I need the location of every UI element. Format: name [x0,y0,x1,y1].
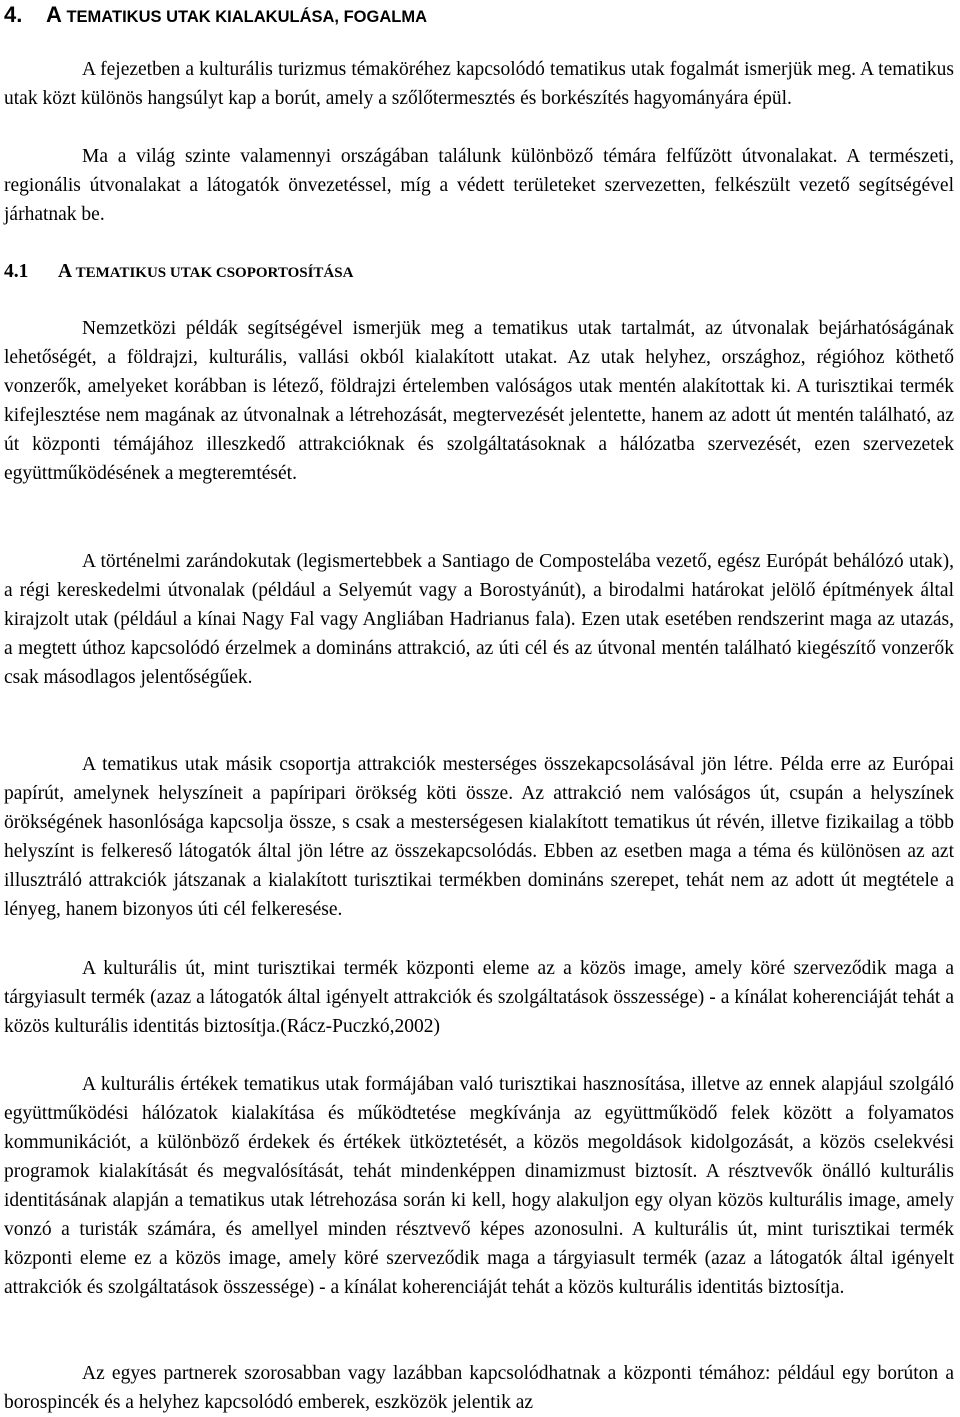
chapter-title: TEMATIKUS UTAK KIALAKULÁSA, FOGALMA [61,8,427,26]
section-heading [4,258,353,287]
body-paragraph-5: A kulturális értékek tematikus utak formájában való turisztikai hasznosítása, illetve az ennek alapjául szolgáló együttműködési hálózatok kialakítása és működtetése megkívánja az együttműködő felek között a folyamatos kommunikációt, a különböző érdekek és értékek ütköztetését, a közös megoldások kidolgozását, a közös cselekvési programok kialakítását és megvalósítását, tehát mindenképpen dinamizmust biztosít. A résztvevők önálló kulturális identitásának alapján a tematikus utak létrehozása során ki kell, hogy alakuljon egy olyan közös kulturális image, amely vonzó a turisták számára, és amellyel minden résztvevő képes azonosulni. A kulturális út, mint turisztikai termék központi eleme ez a közös image, amely köré szerveződik maga a tárgyiasult termék (azaz a látogatók által igényelt attrakciók és szolgáltatások összessége) - a kínálat koherenciáját tehát a közös kulturális identitás biztosítja. [4,1074,954,1298]
body-paragraph-6: Az egyes partnerek szorosabban vagy lazábban kapcsolódhatnak a központi témához: például egy borúton a borospincék és a helyhez kapcsolódó emberek, eszközök jelentik az [4,1363,954,1413]
body-paragraph-4: A kulturális út, mint turisztikai termék központi eleme az a közös image, amely köré szerveződik maga a tárgyiasult termék (azaz a látogatók által igényelt attrakciók és szolgáltatások összessége) - a kínálat koherenciáját tehát a közös kulturális identitás biztosítja.(Rácz-Puczkó,2002) [4,958,954,1037]
chapter-title-initial: A [46,2,62,27]
intro-paragraph-2: Ma a világ szinte valamennyi országában találunk különböző témára felfűzött útvonalakat. A természeti, regionális útvonalakat a látogatók önvezetéssel, míg a védett területeket szervezetten, felkészült vezető segítségével járhatnak be. [4,146,954,225]
section-title-initial: A [58,261,73,282]
body-paragraph-1: Nemzetközi példák segítségével ismerjük meg a tematikus utak tartalmát, az útvonalak bejárhatóságának lehetőségét, a földrajzi, kulturális, vallási okból kialakított utakat. Az utak helyhez, országhoz, régióhoz köthető vonzerők, amelyeket korábban is létező, földrajzi értelemben valóságos utak mentén alakítottak ki. A turisztikai termék kifejlesztése nem magának az útvonalnak a létrehozását, megtervezését jelentette, hanem az adott út mentén található, az út központi témájához illeszkedő attrakcióknak és szolgáltatásoknak a hálózatba szervezését, ezen szervezetek együttműködésének a megteremtését. [4,318,954,484]
body-paragraph-3: A tematikus utak másik csoportja attrakciók mesterséges összekapcsolásával jön létre. Példa erre az Európai papírút, amelynek helyszíneit a papíripari örökség köti össze. Az attrakció nem valóságos út, csupán a helyszínek örökségének hasonlósága kapcsolja össze, s csak a mesterségesen kialakított tematikus út révén, illetve fizikailag a több helyszínt is felkereső látogatók által jön létre az összekapcsolódás. Ebben az esetben maga a téma és különösen az azt illusztráló attrakciók játszanak a kialakított turisztikai termékben domináns szerepet, tehát nem az adott út megtétele a lényeg, hanem bizonyos úti cél felkeresése. [4,754,954,920]
chapter-number: 4. [4,2,23,27]
intro-paragraph-1: A fejezetben a kulturális turizmus témaköréhez kapcsolódó tematikus utak fogalmát ismerjük meg. A tematikus utak közt különös hangsúlyt kap a borút, amely a szőlőtermesztés és borkészítés hagyományára épül. [4,59,954,109]
body-paragraph-2: A történelmi zarándokutak (legismertebbek a Santiago de Compostelába vezető, egész Európát behálózó utak), a régi kereskedelmi útvonalak (például a Selyemút vagy a Borostyánút), a birodalmi határokat jelölő építmények által kirajzolt utak (például a kínai Nagy Fal vagy Angliában Hadrianus fala). Ezen utak esetében rendszerint maga az utazás, a megtett úthoz kapcsolódó érzelmek a domináns attrakció, az úti cél és az útvonal mentén található kiegészítő vonzerők csak másodlagos jelentőségűek. [4,551,954,688]
section-title: TEMATIKUS UTAK CSOPORTOSÍTÁSA [72,265,354,281]
chapter-heading [4,1,427,31]
section-number: 4.1 [4,261,29,282]
